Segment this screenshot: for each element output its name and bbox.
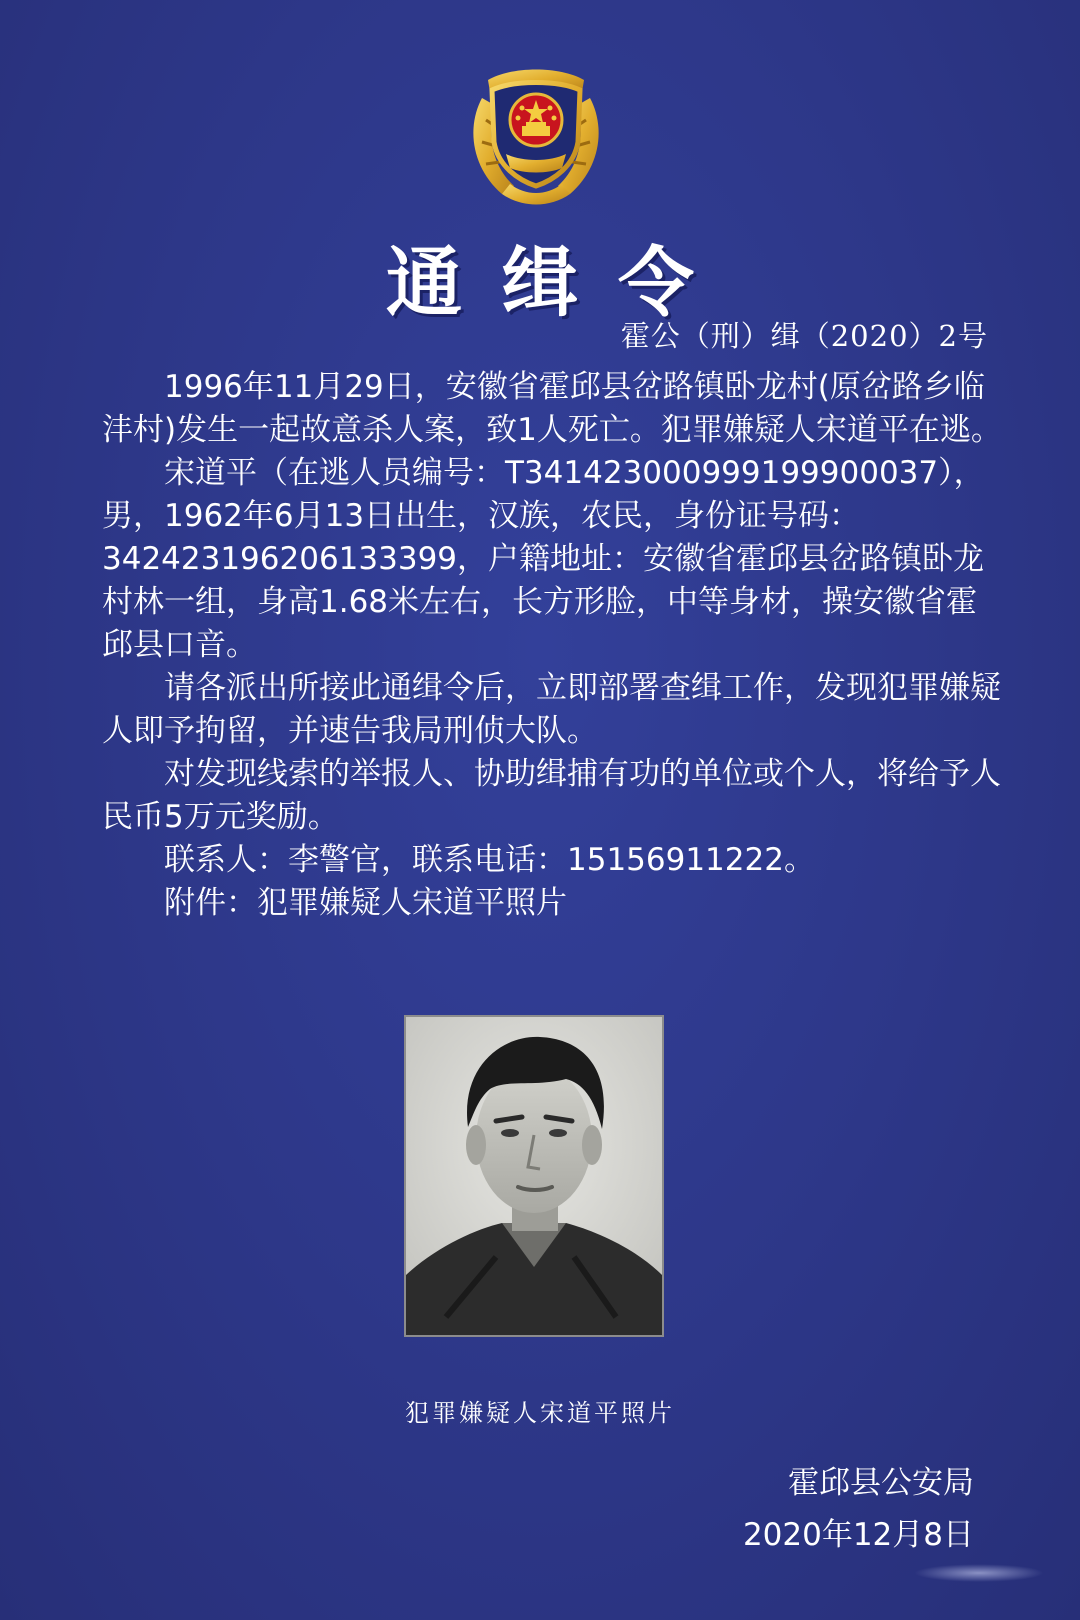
- paragraph-suspect-details: 宋道平（在逃人员编号：T341423000999199900037），男，1962年6月13日出生，汉族，农民，身份证号码：342423196206133399，户籍地址：安徽省霍邱县岔路镇卧龙村林一组，身高1.68米左右，长方形脸，中等身材，操安徽省霍邱县口音。: [102, 455, 985, 663]
- signature-block: [743, 1457, 974, 1561]
- photo-caption: 犯罪嫌疑人宋道平照片: [405, 1399, 675, 1427]
- paragraph-case-summary: 1996年11月29日，安徽省霍邱县岔路镇卧龙村(原岔路乡临沣村)发生一起故意杀人案，致1人死亡。犯罪嫌疑人宋道平在逃。: [102, 369, 1002, 448]
- watermark-logo: [914, 1564, 1044, 1582]
- issuer-name: 霍邱县公安局: [788, 1465, 974, 1501]
- paragraph-reward: 对发现线索的举报人、协助缉捕有功的单位或个人，将给予人民币5万元奖励。: [102, 756, 1001, 835]
- suspect-photo: [404, 1015, 664, 1337]
- document-number: 霍公（刑）缉（2020）2号: [620, 319, 988, 353]
- notice-body: [102, 366, 1002, 925]
- paragraph-attachment: 附件：犯罪嫌疑人宋道平照片: [164, 885, 567, 921]
- issue-date: 2020年12月8日: [742, 1517, 974, 1553]
- police-emblem-icon: [462, 58, 610, 210]
- paragraph-contact: 联系人：李警官，联系电话：15156911222。: [164, 842, 815, 878]
- page-title: 通缉令: [386, 238, 734, 327]
- paragraph-instructions: 请各派出所接此通缉令后，立即部署查缉工作，发现犯罪嫌疑人即予拘留，并速告我局刑侦大队。: [102, 670, 1001, 749]
